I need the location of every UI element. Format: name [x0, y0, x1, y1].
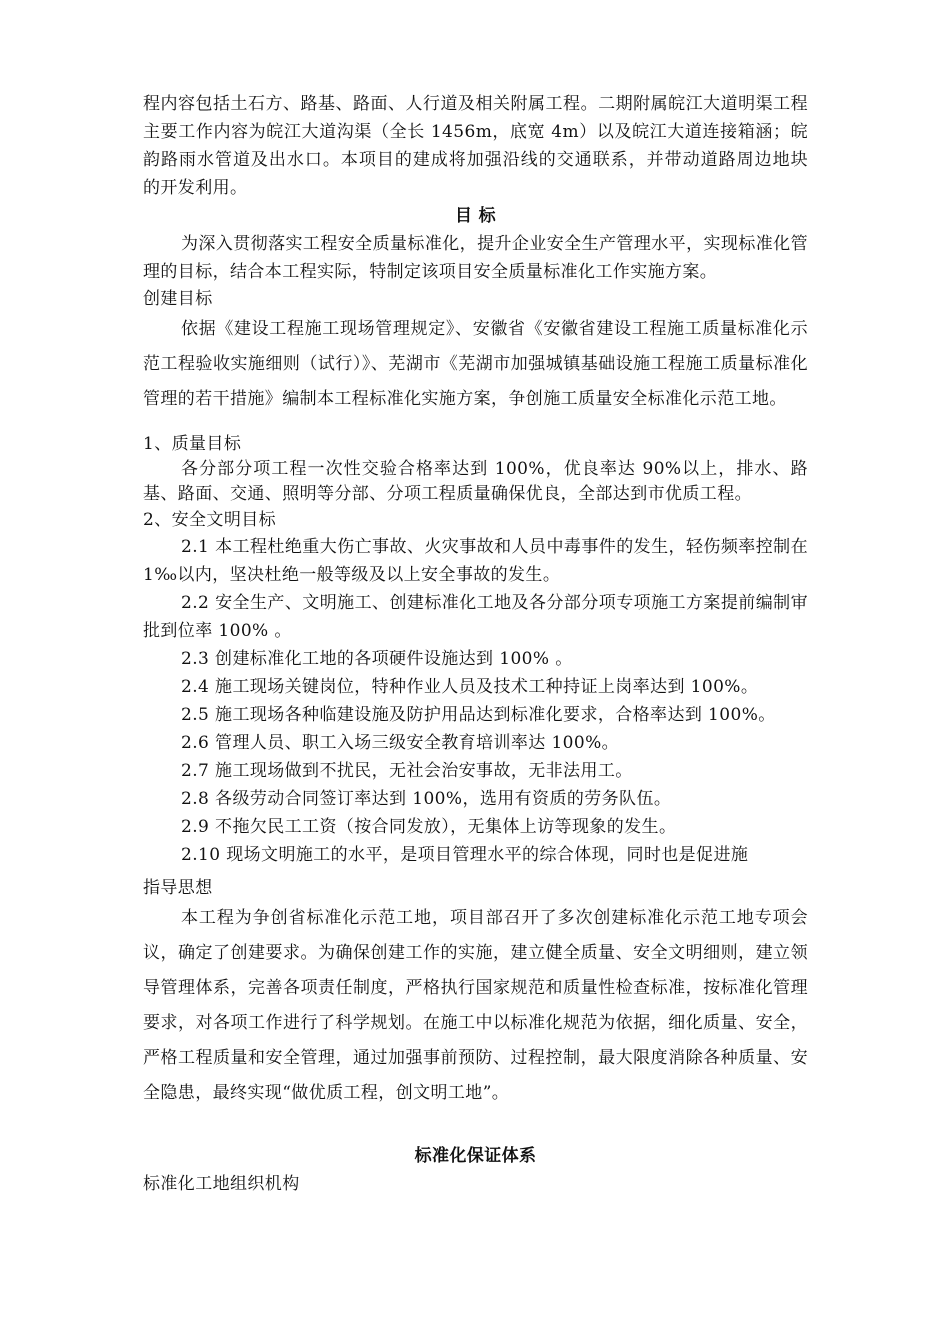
safety-item: 2.1 本工程杜绝重大伤亡事故、火灾事故和人员中毒事件的发生，轻伤频率控制在 1‰以内，坚决杜绝一般等级及以上安全事故的发生。: [143, 537, 808, 585]
safety-item: 2.3 创建标准化工地的各项硬件设施达到 100% 。: [181, 649, 573, 669]
safety-item: 2.10 现场文明施工的水平，是项目管理水平的综合体现，同时也是促进施: [181, 845, 749, 865]
goal-paragraph: 为深入贯彻落实工程安全质量标准化，提升企业安全生产管理水平，实现标准化管理的目标，结合本工程实际，特制定该项目安全质量标准化工作实施方案。: [143, 234, 808, 282]
safety-item: 2.7 施工现场做到不扰民，无社会治安事故，无非法用工。: [181, 761, 633, 781]
guide-paragraph: 本工程为争创省标准化示范工地，项目部召开了多次创建标准化示范工地专项会议，确定了创建要求。为确保创建工作的实施，建立健全质量、安全文明细则，建立领导管理体系，完善各项责任制度，严格执行国家规范和质量性检查标准，按标准化管理要求，对各项工作进行了科学规划。在施工中以标准化规范为依据，细化质量、安全，严格工程质量和安全管理，通过加强事前预防、过程控制，最大限度消除各种质量、安全隐患，最终实现“做优质工程，创文明工地”。: [143, 908, 808, 1103]
spacer: [143, 1111, 808, 1141]
create-goal-label: 创建目标: [143, 289, 213, 309]
quality-goal-label: 1、质量目标: [143, 434, 242, 454]
quality-goal-paragraph: 各分部分项工程一次性交验合格率达到 100%，优良率达 90%以上，排水、路基、路面、交通、照明等分部、分项工程质量确保优良，全部达到市优质工程。: [143, 459, 808, 504]
safety-item: 2.4 施工现场关键岗位，特种作业人员及技术工种持证上岗率达到 100%。: [181, 677, 759, 697]
system-heading: 标准化保证体系: [414, 1146, 537, 1166]
guide-label: 指导思想: [143, 878, 213, 898]
safety-item: 2.8 各级劳动合同签订率达到 100%，选用有资质的劳务队伍。: [181, 789, 672, 809]
safety-item: 2.2 安全生产、文明施工、创建标准化工地及各分部分项专项施工方案提前编制审批到位率 100% 。: [143, 593, 808, 641]
org-label: 标准化工地组织机构: [143, 1174, 300, 1194]
goal-heading: 目 标: [454, 206, 497, 226]
safety-item: 2.9 不拖欠民工工资（按合同发放），无集体上访等现象的发生。: [181, 817, 677, 837]
intro-paragraph: 程内容包括土石方、路基、路面、人行道及相关附属工程。二期附属皖江大道明渠工程主要工作内容为皖江大道沟渠（全长 1456m，底宽 4m）以及皖江大道连接箱涵；皖韵路雨水管道及出水口。本项目的建成将加强沿线的交通联系，并带动道路周边地块 的开发利用。: [143, 94, 808, 198]
document-page: [143, 90, 808, 1197]
safety-goal-label: 2、安全文明目标: [143, 510, 277, 530]
safety-item: 2.6 管理人员、职工入场三级安全教育培训率达 100%。: [181, 733, 620, 753]
safety-item: 2.5 施工现场各种临建设施及防护用品达到标准化要求，合格率达到 100%。: [181, 705, 776, 725]
create-goal-paragraph: 依据《建设工程施工现场管理规定》、安徽省《安徽省建设工程施工质量标准化示范工程验收实施细则（试行）》、芜湖市《芜湖市加强城镇基础设施工程施工质量标准化管理的若干措施》编制本工程标准化实施方案，争创施工质量安全标准化示范工地。: [143, 319, 808, 409]
